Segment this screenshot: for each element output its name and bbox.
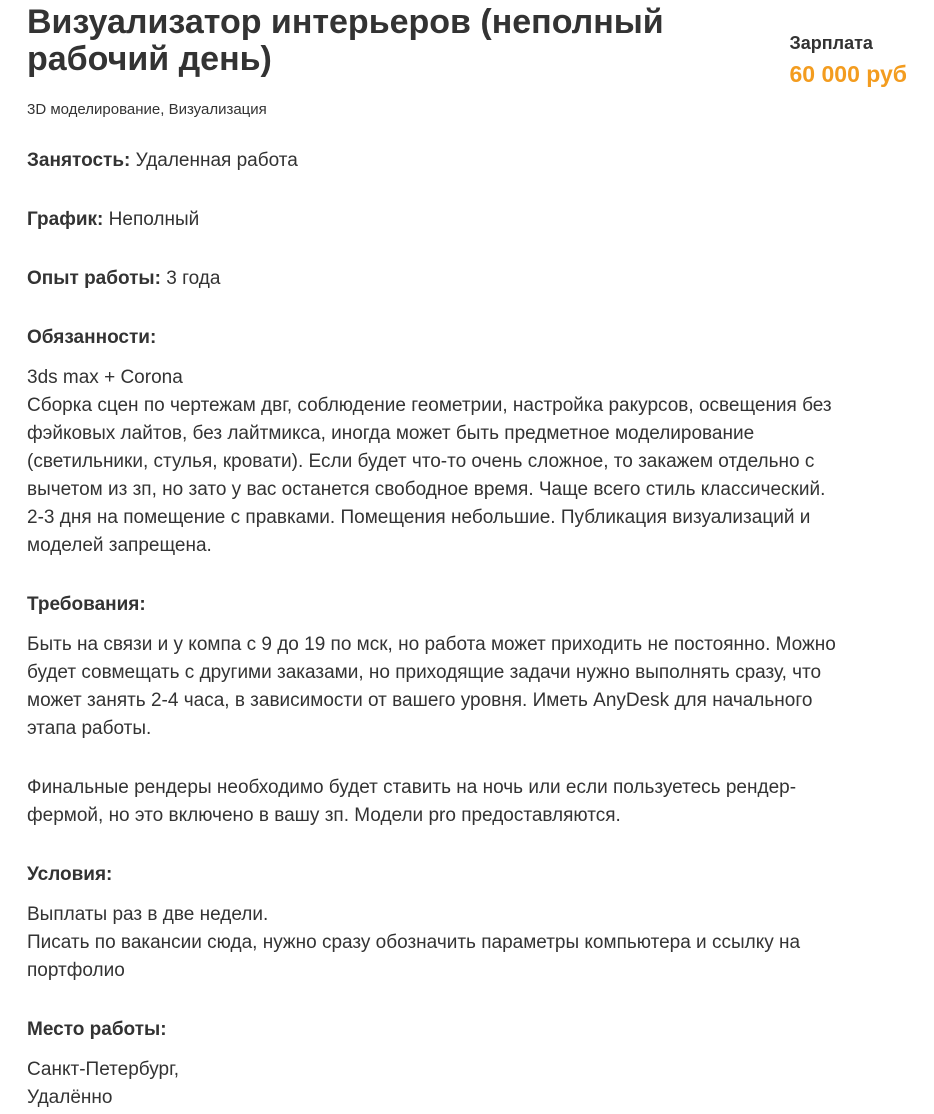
requirements-line: фермой, но это включено в вашу зп. Модели pro предоставляются. <box>27 805 621 826</box>
requirements-line: Финальные рендеры необходимо будет ставить на ночь или если пользуетесь рендер- <box>27 777 797 798</box>
conditions-title: Условия: <box>27 864 113 885</box>
conditions-text <box>27 901 907 985</box>
duties-line: вычетом из зп, но зато у вас останется свободное время. Чаще всего стиль классический. <box>27 479 826 500</box>
requirements-line: Быть на связи и у компа с 9 до 19 по мск, но работа может приходить не постоянно. Можно <box>27 634 836 655</box>
conditions-line: портфолио <box>27 960 125 981</box>
location-title: Место работы: <box>27 1019 167 1040</box>
location-line: Санкт-Петербург, <box>27 1059 179 1080</box>
duties-title: Обязанности: <box>27 327 157 348</box>
employment-label: Занятость: <box>27 150 131 171</box>
location-line: Удалённо <box>27 1087 113 1108</box>
duties-line: Сборка сцен по чертежам двг, соблюдение геометрии, настройка ракурсов, освещения без <box>27 395 832 416</box>
requirements-title: Требования: <box>27 594 146 615</box>
requirements-line: будет совмещать с другими заказами, но приходящие задачи нужно выполнять сразу, что <box>27 662 822 683</box>
duties-line: моделей запрещена. <box>27 535 212 556</box>
schedule-value: Неполный <box>103 209 200 230</box>
conditions-line: Выплаты раз в две недели. <box>27 904 269 925</box>
salary-label: Зарплата <box>789 33 873 53</box>
duties-line: 3ds max + Corona <box>27 367 183 388</box>
schedule-label: График: <box>27 209 104 230</box>
experience-field <box>27 265 907 293</box>
salary-value: 60 000 руб <box>789 61 907 87</box>
duties-line: 2-3 дня на помещение с правками. Помещения небольшие. Публикация визуализаций и <box>27 507 811 528</box>
salary-block <box>790 32 907 88</box>
duties-line: (светильники, стулья, кровати). Если будет что-то очень сложное, то закажем отдельно с <box>27 451 815 472</box>
schedule-field <box>27 206 907 234</box>
duties-text <box>27 364 907 560</box>
employment-field <box>27 147 907 175</box>
vacancy-categories: 3D моделирование, Визуализация <box>27 101 267 118</box>
duties-line: фэйковых лайтов, без лайтмикса, иногда может быть предметное моделирование <box>27 423 755 444</box>
conditions-line: Писать по вакансии сюда, нужно сразу обозначить параметры компьютера и ссылку на <box>27 932 801 953</box>
vacancy-details <box>27 147 907 1112</box>
requirements-line: может занять 2-4 часа, в зависимости от вашего уровня. Иметь AnyDesk для начального <box>27 690 813 711</box>
location-text <box>27 1056 907 1112</box>
experience-label: Опыт работы: <box>27 268 161 289</box>
employment-value: Удаленная работа <box>130 150 298 171</box>
vacancy-title: Визуализатор интерьеров (неполный рабочий день) <box>27 3 664 78</box>
experience-value: 3 года <box>160 268 221 289</box>
requirements-line: этапа работы. <box>27 718 152 739</box>
requirements-text-1 <box>27 631 907 743</box>
requirements-text-2 <box>27 774 907 830</box>
